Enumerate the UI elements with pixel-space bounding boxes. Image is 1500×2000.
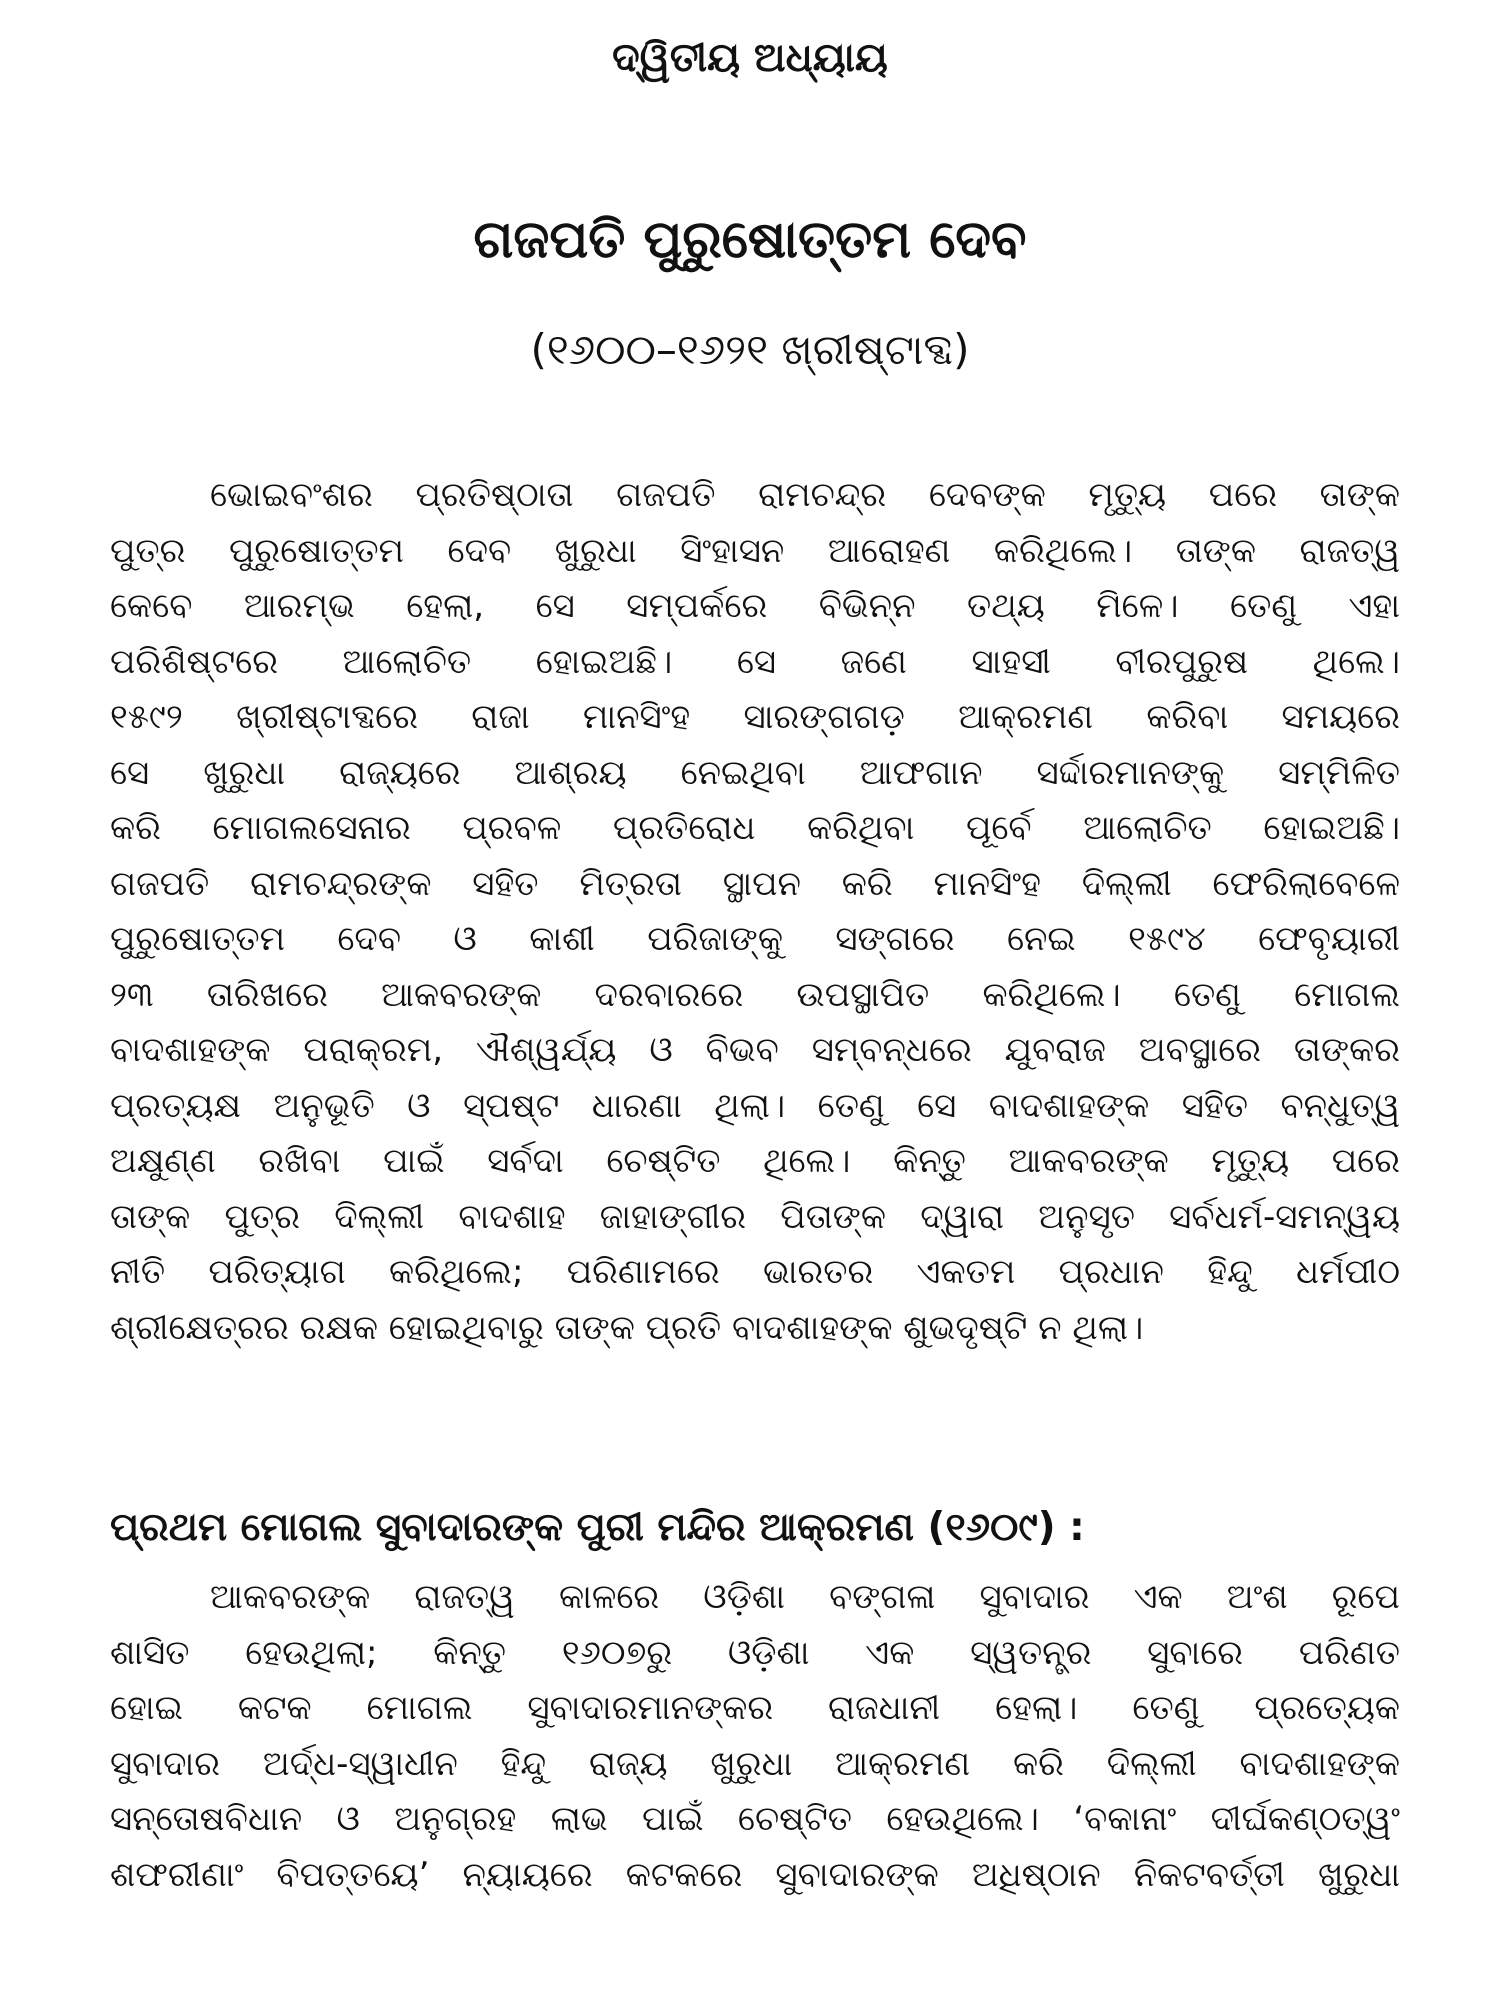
text-line: ପୁତ୍ର ପୁରୁଷୋତ୍ତମ ଦେବ ଖୁରୁଧା ସିଂହାସନ ଆରୋହଣ କରିଥିଲେ। ତାଙ୍କ ରାଜତ୍ୱ xyxy=(110,530,1400,571)
text-line: ପୁରୁଷୋତ୍ତମ ଦେବ ଓ କାଶୀ ପରିଜାଙ୍କୁ ସଙ୍ଗରେ ନେଇ ୧୫୯୪ ଫେବୃୟାରୀ xyxy=(110,919,1400,959)
text-line: ସେ ଖୁରୁଧା ରାଜ୍ୟରେ ଆଶ୍ରୟ ନେଇଥିବା ଆଫଗାନ ସର୍ଦ୍ଦାରମାନଙ୍କୁ ସମ୍ମିଳିତ xyxy=(110,752,1400,793)
text-line: ପରିଶିଷ୍ଟରେ ଆଲୋଚିତ ହୋଇଅଛି। ସେ ଜଣେ ସାହସୀ ବୀରପୁରୁଷ ଥିଲେ। xyxy=(110,641,1400,682)
chapter-heading: ଦ୍ୱିତୀୟ ଅଧ୍ୟାୟ xyxy=(612,35,888,81)
paragraph-1 xyxy=(110,468,1400,1356)
text-line: ଅକ୍ଷୁଣ୍ଣ ରଖିବା ପାଇଁ ସର୍ବଦା ଚେଷ୍ଟିତ ଥିଲେ। କିନ୍ତୁ ଆକବରଙ୍କ ମୃତ୍ୟୁ ପରେ xyxy=(110,1141,1400,1181)
text-line: ଶାସିତ ହେଉଥିଲା; କିନ୍ତୁ ୧୬୦୭ରୁ ଓଡ଼ିଶା ଏକ ସ୍ୱତନ୍ତ୍ର ସୁବାରେ ପରିଣତ xyxy=(110,1632,1400,1673)
text-line: ଆକବରଙ୍କ ରାଜତ୍ୱ କାଳରେ ଓଡ଼ିଶା ବଙ୍ଗଳା ସୁବାଦାର ଏକ ଅଂଶ ରୂପେ xyxy=(210,1577,1400,1617)
text-line: ସୁବାଦାର ଅର୍ଦ୍ଧ-ସ୍ୱାଧୀନ ହିନ୍ଦୁ ରାଜ୍ୟ ଖୁରୁଧା ଆକ୍ରମଣ କରି ଦିଲ୍ଲୀ ବାଦଶାହଙ୍କ xyxy=(110,1743,1400,1784)
text-line: ତାଙ୍କ ପୁତ୍ର ଦିଲ୍ଲୀ ବାଦଶାହ ଜାହାଙ୍ଗୀର ପିତାଙ୍କ ଦ୍ୱାରା ଅନୁସୃତ ସର୍ବଧର୍ମ-ସମନ୍ୱୟ xyxy=(110,1196,1400,1237)
text-line: କେବେ ଆରମ୍ଭ ହେଲା, ସେ ସମ୍ପର୍କରେ ବିଭିନ୍ନ ତଥ୍ୟ ମିଳେ। ତେଣୁ ଏହା xyxy=(110,586,1400,626)
text-line: ନୀତି ପରିତ୍ୟାଗ କରିଥିଲେ; ପରିଣାମରେ ଭାରତର ଏକତମ ପ୍ରଧାନ ହିନ୍ଦୁ ଧର୍ମପୀଠ xyxy=(110,1252,1400,1292)
text-line: ଭୋଇବଂଶର ପ୍ରତିଷ୍ଠାତା ଗଜପତି ରାମଚନ୍ଦ୍ର ଦେବଙ୍କ ମୃତ୍ୟୁ ପରେ ତାଙ୍କ xyxy=(210,475,1400,515)
text-line: କରି ମୋଗଲସେନାର ପ୍ରବଳ ପ୍ରତିରୋଧ କରିଥିବା ପୂର୍ବେ ଆଲୋଚିତ ହୋଇଅଛି। xyxy=(110,808,1400,848)
reign-dates: (୧୬୦୦–୧୬୨୧ ଖ୍ରୀଷ୍ଟାବ୍ଦ) xyxy=(530,325,970,374)
text-line: ବାଦଶାହଙ୍କ ପରାକ୍ରମ, ଐଶ୍ୱର୍ଯ୍ୟ ଓ ବିଭବ ସମ୍ବନ୍ଧରେ ଯୁବରାଜ ଅବସ୍ଥାରେ ତାଙ୍କର xyxy=(110,1030,1400,1070)
text-line: ହୋଇ କଟକ ମୋଗଲ ସୁବାଦାରମାନଙ୍କର ରାଜଧାନୀ ହେଲା। ତେଣୁ ପ୍ରତ୍ୟେକ xyxy=(110,1688,1400,1728)
text-line: ଶଫରୀଣାଂ ବିପତ୍ତୟେ’ ନ୍ୟାୟରେ କଟକରେ ସୁବାଦାରଙ୍କ ଅଧିଷ୍ଠାନ ନିକଟବର୍ତ୍ତୀ ଖୁରୁଧା xyxy=(110,1854,1400,1895)
section-heading: ପ୍ରଥମ ମୋଗଲ ସୁବାଦାରଙ୍କ ପୁରୀ ମନ୍ଦିର ଆକ୍ରମଣ (୧୬୦୯) : xyxy=(110,1505,1085,1550)
text-line: ୧୫୯୨ ଖ୍ରୀଷ୍ଟାବ୍ଦରେ ରାଜା ମାନସିଂହ ସାରଙ୍ଗଗଡ଼ ଆକ୍ରମଣ କରିବା ସମୟରେ xyxy=(110,697,1400,737)
text-line: ଶ୍ରୀକ୍ଷେତ୍ରର ରକ୍ଷକ ହୋଇଥିବାରୁ ତାଙ୍କ ପ୍ରତି ବାଦଶାହଙ୍କ ଶୁଭଦୃଷ୍ଟି ନ ଥିଲା। xyxy=(110,1307,1144,1348)
text-line: ସନ୍ତୋଷବିଧାନ ଓ ଅନୁଗ୍ରହ ଲାଭ ପାଇଁ ଚେଷ୍ଟିତ ହେଉଥିଲେ। ‘ବକାନାଂ ଦୀର୍ଘକଣ୍ଠତ୍ୱଂ xyxy=(110,1799,1400,1839)
paragraph-2 xyxy=(110,1570,1400,1903)
text-line: ଗଜପତି ରାମଚନ୍ଦ୍ରଙ୍କ ସହିତ ମିତ୍ରତା ସ୍ଥାପନ କରି ମାନସିଂହ ଦିଲ୍ଲୀ ଫେରିଲାବେଳେ xyxy=(110,863,1400,904)
text-line: ୨୩ ତାରିଖରେ ଆକବରଙ୍କ ଦରବାରରେ ଉପସ୍ଥାପିତ କରିଥିଲେ। ତେଣୁ ମୋଗଲ xyxy=(110,974,1400,1015)
page-title: ଗଜପତି ପୁରୁଷୋତ୍ତମ ଦେବ xyxy=(473,210,1027,270)
text-line: ପ୍ରତ୍ୟକ୍ଷ ଅନୁଭୂତି ଓ ସ୍ପଷ୍ଟ ଧାରଣା ଥିଲା। ତେଣୁ ସେ ବାଦଶାହଙ୍କ ସହିତ ବନ୍ଧୁତ୍ୱ xyxy=(110,1085,1400,1126)
